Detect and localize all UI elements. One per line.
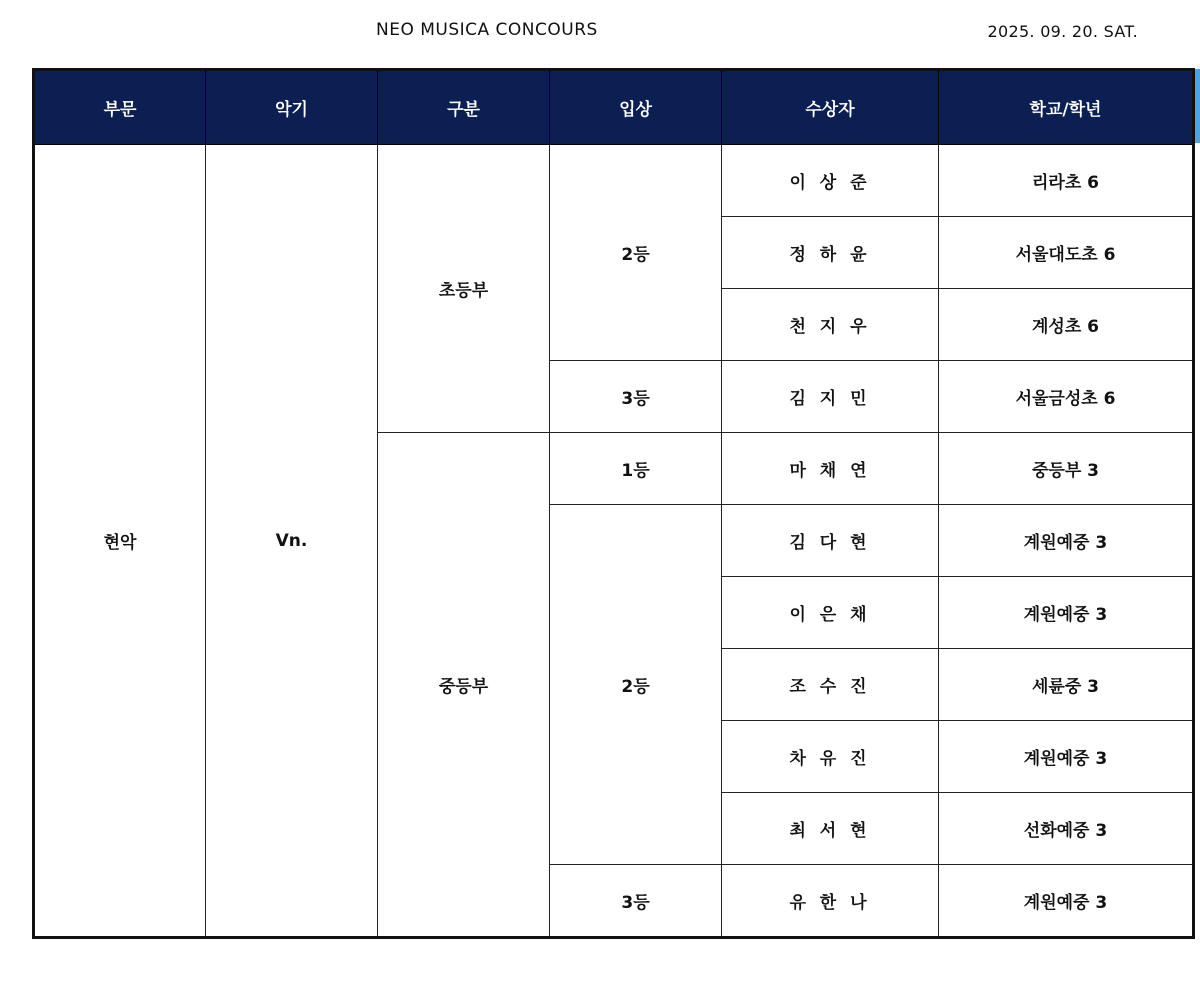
winner-school: 서울금성초 6 <box>939 361 1194 433</box>
table-header <box>34 70 1194 145</box>
rank-cell: 3등 <box>550 865 722 938</box>
winner-name: 마 채 연 <box>722 433 939 505</box>
winner-school: 계성초 6 <box>939 289 1194 361</box>
winner-name: 최 서 현 <box>722 793 939 865</box>
winner-school: 계원예중 3 <box>939 505 1194 577</box>
instrument-cell: Vn. <box>206 145 378 938</box>
table-row <box>34 145 1194 217</box>
group-cell: 중등부 <box>378 433 550 938</box>
winner-school: 서울대도초 6 <box>939 217 1194 289</box>
winner-name: 김 다 현 <box>722 505 939 577</box>
winner-name: 조 수 진 <box>722 649 939 721</box>
winner-name: 유 한 나 <box>722 865 939 938</box>
column-header-school-grade: 학교/학년 <box>939 70 1194 145</box>
winner-school: 리라초 6 <box>939 145 1194 217</box>
winner-name: 이 상 준 <box>722 145 939 217</box>
winner-name: 김 지 민 <box>722 361 939 433</box>
document-title: NEO MUSICA CONCOURS <box>376 20 598 40</box>
rank-cell: 1등 <box>550 433 722 505</box>
winner-school: 계원예중 3 <box>939 865 1194 938</box>
winner-name: 천 지 우 <box>722 289 939 361</box>
column-header-group: 구분 <box>378 70 550 145</box>
winner-school: 계원예중 3 <box>939 577 1194 649</box>
header-row <box>34 70 1194 145</box>
rank-cell: 2등 <box>550 145 722 361</box>
group-cell: 초등부 <box>378 145 550 433</box>
winner-name: 이 은 채 <box>722 577 939 649</box>
rank-cell: 2등 <box>550 505 722 865</box>
results-table <box>32 68 1195 939</box>
winner-name: 차 유 진 <box>722 721 939 793</box>
rank-cell: 3등 <box>550 361 722 433</box>
division-cell: 현악 <box>34 145 206 938</box>
column-header-winner: 수상자 <box>722 70 939 145</box>
winner-school: 중등부 3 <box>939 433 1194 505</box>
winner-school: 계원예중 3 <box>939 721 1194 793</box>
winner-school: 세륜중 3 <box>939 649 1194 721</box>
column-header-division: 부문 <box>34 70 206 145</box>
winner-school: 선화예중 3 <box>939 793 1194 865</box>
column-header-rank: 입상 <box>550 70 722 145</box>
column-header-instrument: 악기 <box>206 70 378 145</box>
winner-name: 정 하 윤 <box>722 217 939 289</box>
table-body <box>34 145 1194 938</box>
document-date: 2025. 09. 20. SAT. <box>987 22 1138 41</box>
